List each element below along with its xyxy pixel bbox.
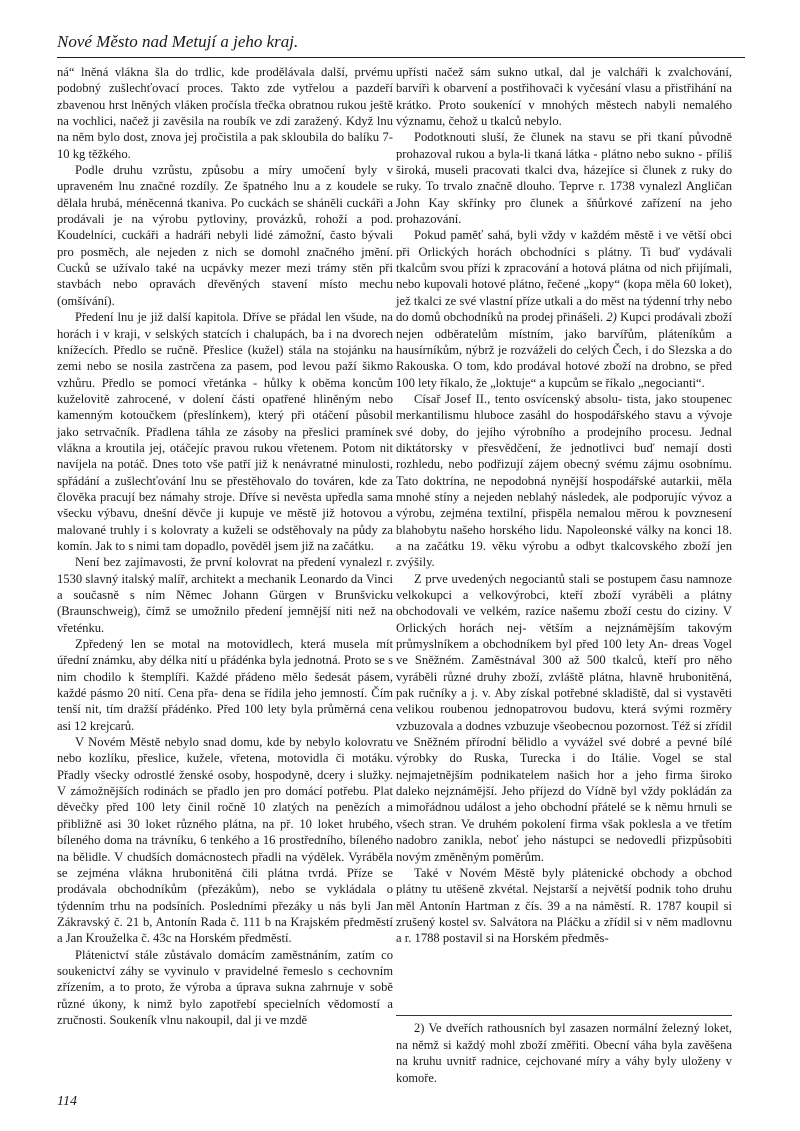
paragraph-with-footnote — [396, 227, 732, 390]
paragraph: Také v Novém Městě byly plátenické obchody a obchod plátny tu utěšeně zkvétal. Nejstarší a největší podnik toho druhu měl Antonín Hartman z čís. 39 a na náměstí. R. 1787 koupil si zrušený kostel sv. Salvátora na Pláčku a zřídil si v něm madlovnu a r. 1788 postavil si na Horském předměs- — [396, 865, 732, 946]
paragraph: Podle druhu vzrůstu, způsobu a míry umočení byly v upraveném lnu značné rozdíly. Ze špatného lnu a z koudele se dělala hrubá, méněcenná tkaniva. Po cuckách se sháněli cuckáři a prodávali je na výrobu pytloviny, provázků, rohoží a pod. Koudelníci, cuckáři a hadráři nebyli lidé zámožní, často bývali pro posměch, ale nejeden z nich se domohl značného jmění. Cucků se užívalo také na ucpávky mezer mezi trámy stěn při stavbách nebo opravách dřevěných stavení místo mechu (omšívání). — [57, 163, 393, 308]
paragraph: Předení lnu je již další kapitola. Dříve se přádal len všude, na horách i v kraji, v selských statcích i chalupách, ba i na dvorech knížecích. Předlo se ručně. Přeslice (kužel) stála na stojánku na zemi nebo se nosila zastrčena za pasem, pod levou paží šikmo vzhůru. Předlo se pomocí vřetánka - hůlky k oběma koncům kuželovitě zahrocené, v dolení části opatřené hliněným nebo kamenným kotoučkem (přeslínkem), který při otáčení působil jako setrvačník. Přadlena táhla ze zásoby na přeslici pramínek vlákna a kroutila jej, otáčejíc pravou rukou vřetenem. Potom nit navíjela na potáč. Dnes toto vše patří již k nenávratné minulosti, spřádání a zušlechťování lnu se přestěhovalo do továren, kde za člověka pracují bez námahy stroje. Dříve si nevěsta upředla sama všecku výbavu, dnešní děvče ji kupuje ve městě již hotovou a malované truhly i s kolovraty a kuželi se odstěhovaly na půdy za komín. Jak to s nimi tam dopadlo, pověděl jsem již na začátku. — [57, 310, 393, 553]
running-title: Nové Město nad Metují a jeho kraj. — [57, 32, 299, 51]
paragraph-text: Kupci prodávali zboží nejen odběratelům místním, jako barvířům, pláteníkům a hausírníkům, nýbrž je rozváželi do celých Čech, i do Slezska a do Rakouska. O tom, kdo prodával hotové zboží na drobno, se před 100 lety říkalo, že „loktuje“ a kupcům se říkalo „negocianti“. — [396, 310, 733, 390]
left-column — [57, 64, 393, 1028]
paragraph: V Novém Městě nebylo snad domu, kde by nebylo kolovratu nebo kozlíku, přeslice, kužele, vřetena, motovidla či motáku. Přadly všecky odrostlé ženské osoby, hospodyně, dcery i služky. V zámožnějších rodinách se přadlo jen pro domácí potřebu. Plat děvečky před 100 lety činil ročně 10 zlatých na penězích a přibližně asi 30 loket různého plátna, na př. 10 loket hrubého, bíleného doma na trávníku, 6 tenkého a 16 prostředního, bíleného na bělidle. V chudších domácnostech přadli na výdělek. Vyráběla se zejména vlákna hrubonitěná čili plátna tvrdá. Příze se prodávala obchodníkům (přezákům), nebo se vykládala o týdenním trhu na podsíních. Posledními přezáky u nás byli Jan Zákravský č. 21 b, Antonín Rada č. 111 b na Krajském předměstí a Jan Krouželka č. 43c na Horském předměstí. — [57, 735, 393, 946]
page-number: 114 — [57, 1094, 77, 1109]
paragraph: Z prve uvedených negociantů stali se postupem času namnoze velkokupci a velkovýrobci, kteří zboží vyráběli a plátny obchodovali ve velkém, razíce našemu zboží cestu do ciziny. V Orlických horách nej- větším a nejznámějším takovým průmyslníkem a obchodníkem byl před 100 lety An- dreas Vogel ve Sněžném. Zaměstnával 300 až 500 tkalců, kteří pro něho vyráběli různé druhy zboží, zvláště plátna, hlavně hrubonitěná, pak ručníky a j. v. Aby získal potřebné skladiště, dal si vystavěti velikou roubenou jednopatrovou budovu, která svými rozměry vzbuzovala a dodnes vzbuzuje všeobecnou pozornost. Též si zřídil ve Sněžném přírodní bělidlo a vyvážel své dobré a pevné bílé výrobky do Ruska, Turecka i do Itálie. Vogel se stal nejmajetnějším podnikatelem našich hor a jeho firma široko daleko nejznámější. Jeho příjezd do Vídně byl vždy pokládán za mimořádnou událost a jeho obchodní přátelé se k němu hrnuli se všech stran. Ve druhém pokolení firma však poklesla a ve třetím nadobro zanikla, neboť jeho nástupci se nedovedli přizpůsobiti novým změněným poměrům. — [396, 571, 732, 864]
right-column — [396, 64, 732, 947]
paragraph: Není bez zajímavosti, že první kolovrat na předení vynalezl r. 1530 slavný italský malíř, architekt a mechanik Leonardo da Vinci a současně s ním Němec Johann Gürgen v Brunšvicku (Braunschweig), čímž se umožnilo předení jemnější niti než na vřeténku. — [57, 555, 393, 635]
paragraph: Císař Josef II., tento osvícenský absolu- tista, jako stoupenec merkantilismu hluboce zasáhl do hospodářského stavu a vývoje své doby, do jejího výrobního a prodejního procesu. Jednal diktátorsky v přesvědčení, že jednotlivci buď nemají dosti rozhledu, nebo podřizují zájem obecný svému zájmu osobnímu. Tato doktrína, ne nepodobná nynější hospodářské autarkii, měla mnohé stíny a nejeden neblahý následek, ale podporujíc vývoz a výrobu, zejména textilní, přispěla nemalou měrou k povznesení blahobytu našeho horského lidu. Napoleonské války na konci 18. a na začátku 19. věku výrobu a odbyt tkalcovského zboží jen zvýšily. — [396, 391, 732, 570]
header-rule — [57, 57, 745, 58]
paragraph-text: Pokud paměť sahá, byli vždy v každém městě i ve větší obci při Orlických horách obchodníci s plátny. Ti buď vydávali tkalcům svou přízi k zpracování a hotová plátna od nich přijímali, nebo kupovali hotové plátno, řečené „kopy“ (kopa měla 60 loket), jež tkalci ze své vlastní příze utkali a do měst na týdenní trhy nebo do domů obchodníků na prodej přinášeli. — [396, 228, 732, 325]
footnote-reference: 2) — [606, 310, 617, 325]
paragraph: upřísti načež sám sukno utkal, dal je valcháři k zvalchování, barvíři k obarvení a postřihovači k vyčesání vlasu a přistřihání na krátko. Proto soukenící v mnohých městech nabyli nemalého významu, čehož u tkalců nebylo. — [396, 65, 732, 129]
paragraph: Podotknouti sluší, že člunek na stavu se při tkaní původně prohazoval rukou a byla-li tkaná látka - plátno nebo sukno - příliš široká, museli pracovati tkalci dva, házejíce si člunek z ruky do ruky. To trvalo značně dlouho. Teprve r. 1738 vynalezl Angličan John Kay skřínky pro člunek a šňůrkové zařízení na jeho prohazování. — [396, 130, 732, 227]
footnote-text: 2) Ve dveřích rathousních byl zasazen normální železný loket, na němž si každý mohl zboží změřiti. Obecní váha byla zavěšena na kruhu uvnitř radnice, cejchované míry a váhy byly uloženy v komoře. — [396, 1021, 732, 1085]
footnote-rule — [396, 1015, 732, 1016]
paragraph: ná“ lněná vlákna šla do trdlic, kde prodělávala další, prvému podobný zušlechťovací proces. Takto zde vytřelou a pazdeří zbavenou hrst lněných vláken pročísla třečka obratnou rukou ještě na vochlici, načež ji zavěsila na roubík ve zdi zaražený. Když lnu na něm bylo dost, znova jej pročistila a pak skloubila do balíku 7-10 kg těžkého. — [57, 65, 393, 161]
footnote — [396, 1020, 732, 1086]
paragraph: Zpředený len se motal na motovidlech, která musela mít úřední známku, aby délka nití u přádénka byla jednotná. Proto se s nim chodilo k štemplíři. Každé přádeno mělo šedesát pásem, každé pásmo 20 nití. Cena přa- dena se řídila jeho jemností. Čím tenší nit, tím dražší přádénko. Před 100 lety byla průměrná cena asi 12 krejcarů. — [57, 637, 393, 733]
paragraph: Plátenictví stále zůstávalo domácím zaměstnáním, zatím co soukenictví záhy se vyvinulo v pravidelné řemeslo s cechovním zřízením, a to proto, že výroba a úprava sukna zahrnuje v sobě různé úkony, k nimž bylo zapotřebí specielních vědomostí a zručnosti. Soukeník vlnu nakoupil, dal ji ve mzdě — [57, 947, 393, 1027]
